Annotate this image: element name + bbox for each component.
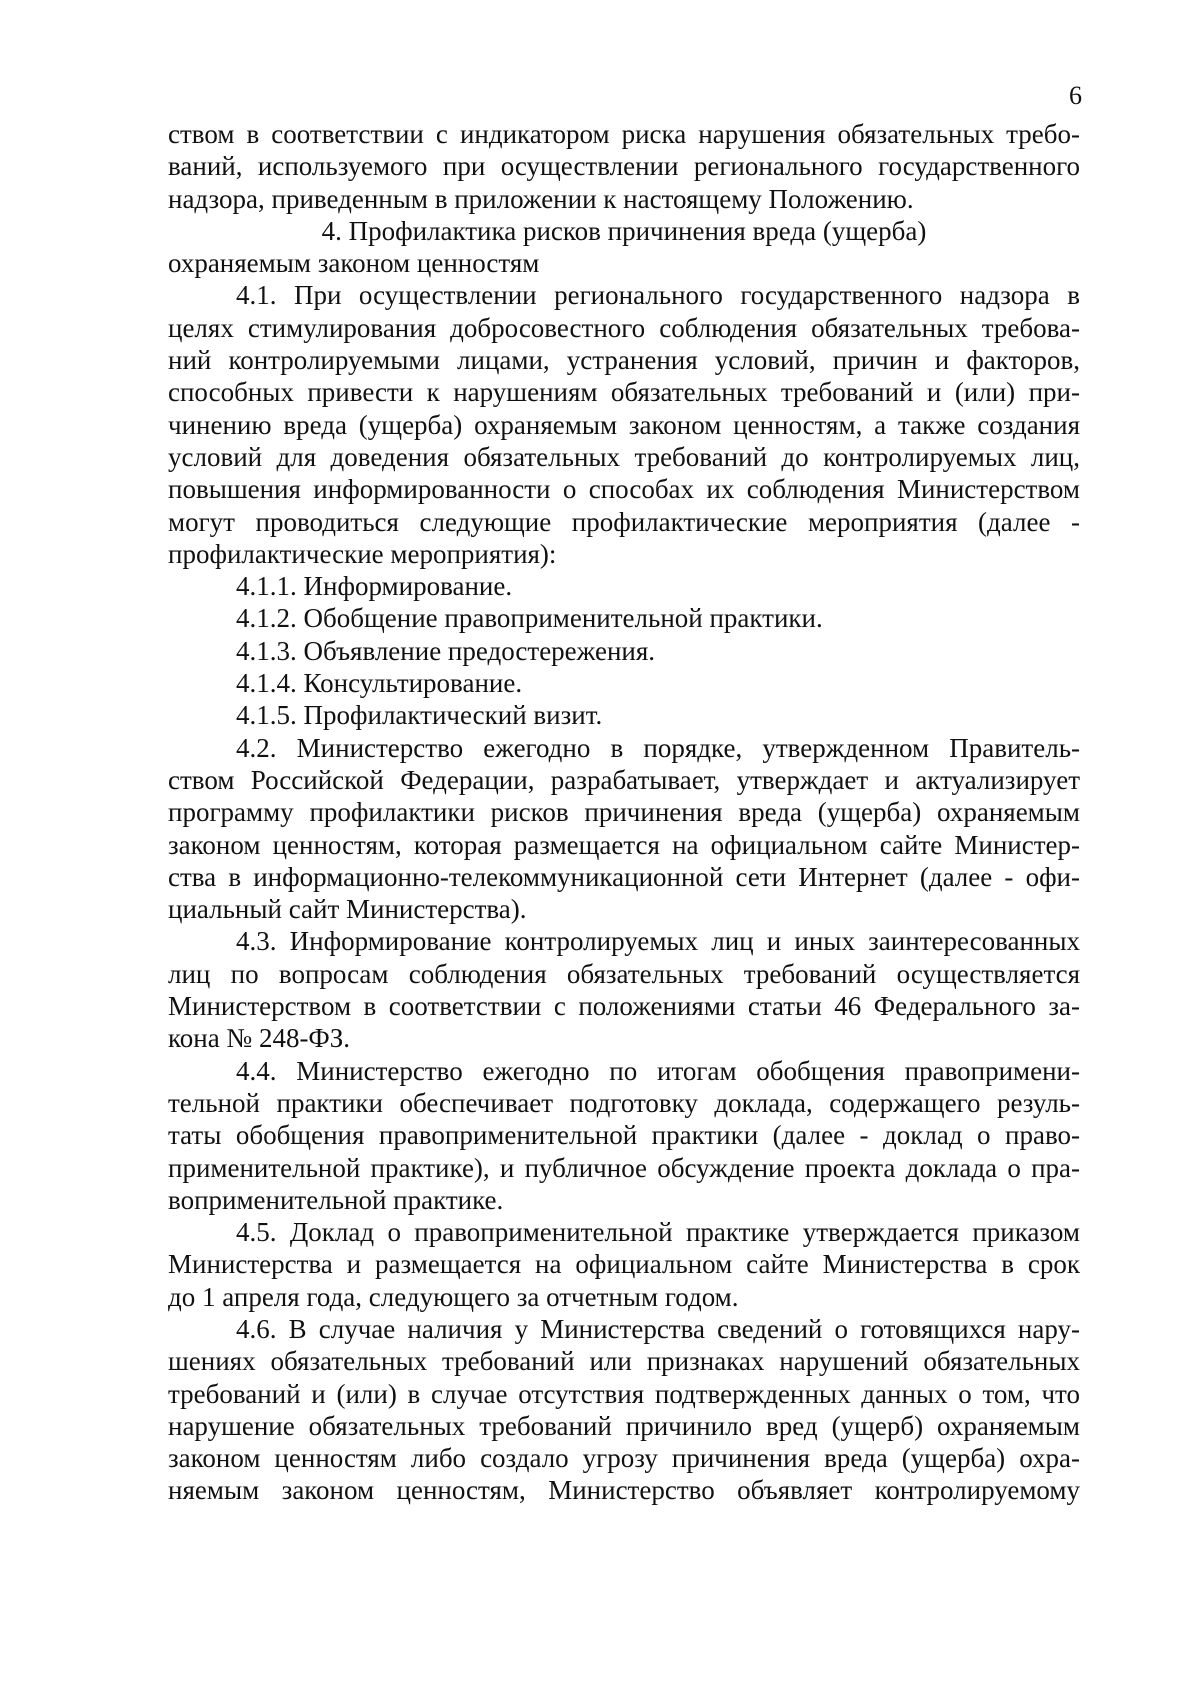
paragraph (168, 602, 1080, 634)
text-line: Министерства и размещается на официальном сайте Министерства в срок (168, 1249, 1080, 1280)
text-line: кона № 248-ФЗ. (168, 1023, 351, 1054)
text-line: законом ценностям либо создало угрозу причинения вреда (ущерба) охра- (168, 1443, 1080, 1474)
paragraph (168, 1216, 1080, 1313)
text-line: применительной практике), и публичное обсуждение проекта доклада о пра- (168, 1152, 1080, 1183)
text-line: требований и (или) в случае отсутствия подтвержденных данных о том, что (168, 1378, 1080, 1409)
text-line: 4.5. Доклад о правоприменительной практике утверждается приказом (236, 1217, 1080, 1248)
section-heading (168, 215, 1080, 280)
text-line: 4.1.4. Консультирование. (236, 668, 523, 699)
paragraph (168, 1055, 1080, 1216)
document-body (168, 118, 1080, 1507)
paragraph (168, 699, 1080, 731)
text-line: 4.1. При осуществлении регионального государственного надзора в (236, 280, 1080, 311)
text-line: 4.1.1. Информирование. (236, 571, 513, 602)
text-line: ний контролируемыми лицами, устранения условий, причин и факторов, (168, 345, 1080, 376)
text-line: условий для доведения обязательных требований до контролируемых лиц, (168, 441, 1080, 472)
text-line: шениях обязательных требований или признаках нарушений обязательных (168, 1346, 1080, 1377)
text-line: ства в информационно-телекоммуникационной сети Интернет (далее - офи- (168, 861, 1080, 892)
text-line: Министерством в соответствии с положениями статьи 46 Федерального за- (168, 991, 1080, 1022)
text-line: профилактические мероприятия): (168, 538, 557, 569)
paragraph (168, 279, 1080, 570)
text-line: лиц по вопросам соблюдения обязательных требований осуществляется (168, 958, 1080, 989)
text-line: могут проводиться следующие профилактические мероприятия (далее - (168, 506, 1080, 537)
heading-line: 4. Профилактика рисков причинения вреда (ущерба) (321, 215, 927, 246)
paragraph (168, 925, 1080, 1054)
text-line: чинению вреда (ущерба) охраняемым законом ценностям, а также создания (168, 409, 1080, 440)
text-line: законом ценностям, которая размещается на официальном сайте Министер- (168, 829, 1080, 860)
text-line: до 1 апреля года, следующего за отчетным годом. (168, 1281, 739, 1312)
text-line: 4.1.2. Обобщение правоприменительной практики. (236, 603, 823, 634)
text-line: ством Российской Федерации, разрабатывает, утверждает и актуализирует (168, 764, 1080, 795)
paragraph (168, 1313, 1080, 1507)
text-line: 4.6. В случае наличия у Министерства сведений о готовящихся нару- (236, 1313, 1080, 1344)
text-line: ством в соответствии с индикатором риска нарушения обязательных требо- (168, 119, 1080, 149)
page-number: 6 (1069, 81, 1082, 110)
heading-line: охраняемым законом ценностям (168, 248, 540, 279)
text-line: надзора, приведенным в приложении к настоящему Положению. (168, 183, 914, 214)
intro-paragraph (168, 118, 1080, 215)
text-line: программу профилактики рисков причинения вреда (ущерба) охраняемым (168, 797, 1080, 828)
text-line: таты обобщения правоприменительной практики (далее - доклад о право- (168, 1120, 1080, 1151)
paragraph (168, 635, 1080, 667)
text-line: ваний, используемого при осуществлении регионального государственного (168, 151, 1080, 182)
text-line: 4.4. Министерство ежегодно по итогам обобщения правопримени- (236, 1055, 1080, 1086)
text-line: 4.3. Информирование контролируемых лиц и иных заинтересованных (236, 926, 1080, 957)
paragraph (168, 732, 1080, 926)
text-line: 4.1.3. Объявление предостережения. (236, 635, 656, 666)
text-line: воприменительной практике. (168, 1184, 504, 1215)
paragraph (168, 667, 1080, 699)
paragraph (168, 570, 1080, 602)
text-line: целях стимулирования добросовестного соблюдения обязательных требова- (168, 312, 1080, 343)
text-line: няемым законом ценностям, Министерство объявляет контролируемому (168, 1475, 1080, 1506)
text-line: 4.1.5. Профилактический визит. (236, 700, 603, 731)
text-line: способных привести к нарушениям обязательных требований и (или) при- (168, 377, 1080, 408)
text-line: нарушение обязательных требований причинило вред (ущерб) охраняемым (168, 1410, 1080, 1441)
text-line: повышения информированности о способах их соблюдения Министерством (168, 474, 1080, 505)
text-line: тельной практики обеспечивает подготовку доклада, содержащего резуль- (168, 1087, 1080, 1118)
paragraph-list (168, 279, 1080, 1506)
text-line: 4.2. Министерство ежегодно в порядке, утвержденном Правитель- (236, 732, 1080, 763)
text-line: циальный сайт Министерства). (168, 894, 527, 925)
